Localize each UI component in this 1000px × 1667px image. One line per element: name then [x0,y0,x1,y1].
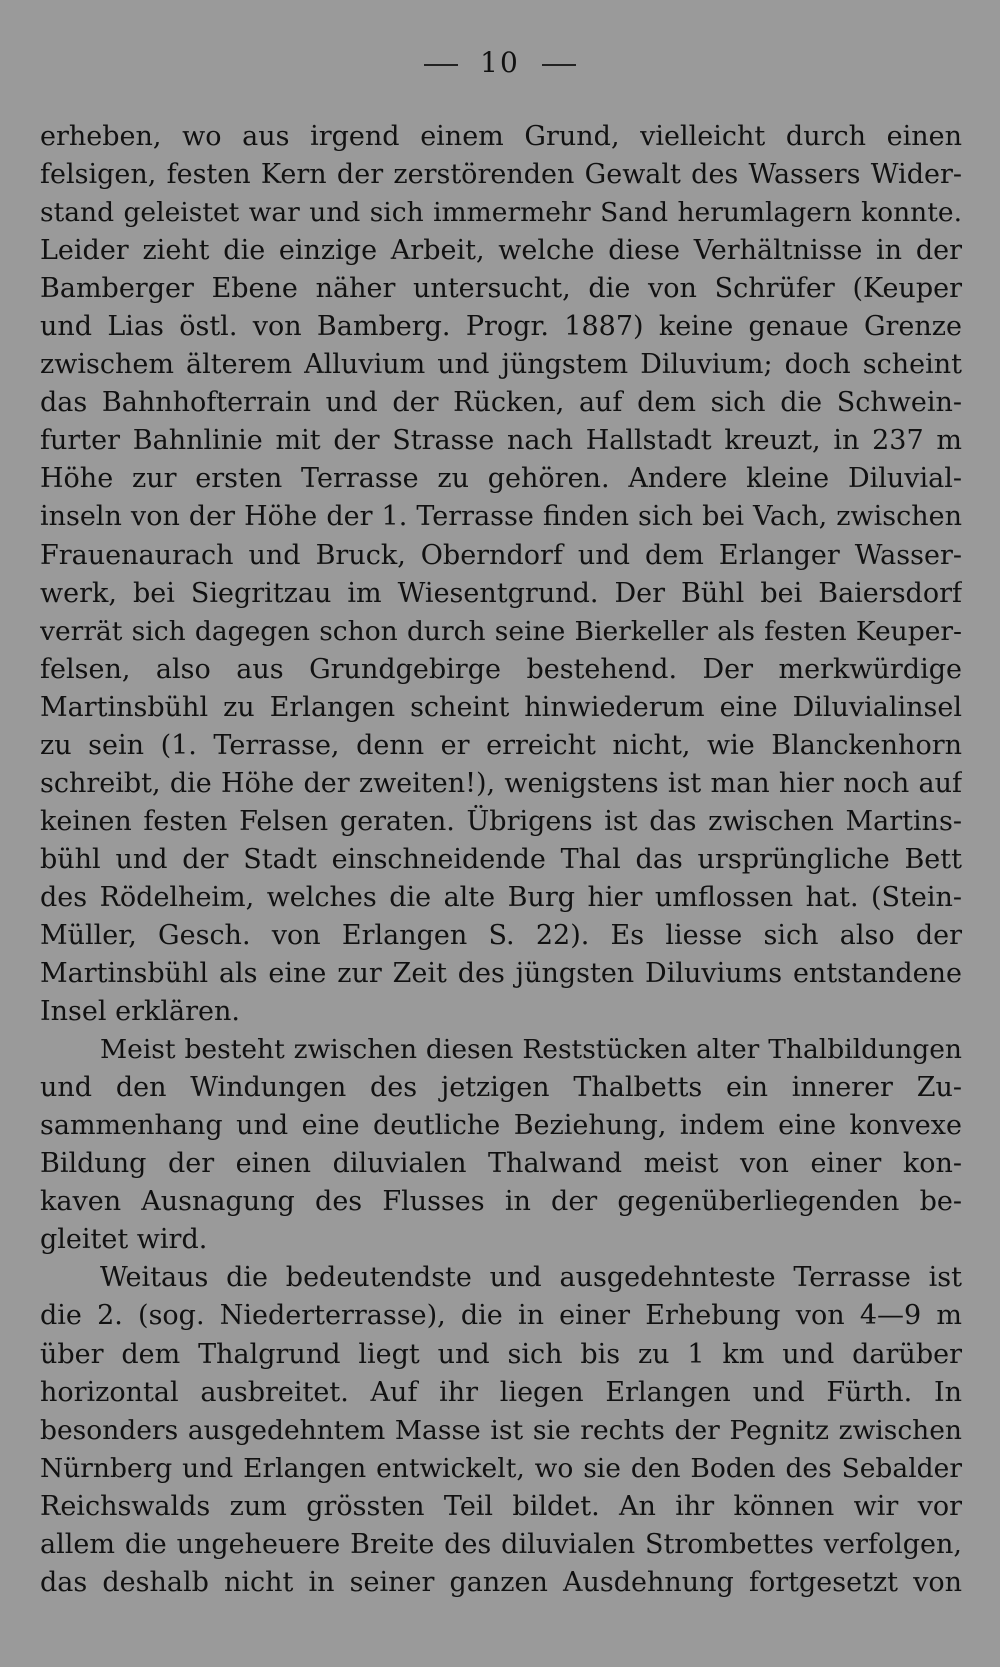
text-line: das deshalb nicht in seiner ganzen Ausdehnung fortgesetzt von [40,1566,962,1598]
page-number: 10 [480,46,520,79]
text-line: zu sein (1. Terrasse, denn er erreicht nicht, wie Blanckenhorn [40,729,962,761]
header-dash-left [424,64,458,66]
text-line: gleitet wird. [40,1224,208,1256]
text-line: keinen festen Felsen geraten. Übrigens ist das zwischen Martins- [40,805,962,837]
page-header [0,46,1000,79]
text-line: Weitaus die bedeutendste und ausgedehnteste Terrasse ist [100,1262,962,1294]
text-line: zwischem älterem Alluvium und jüngstem Diluvium; doch scheint [40,349,962,381]
text-line: Martinsbühl zu Erlangen scheint hinwiederum eine Diluvialinsel [40,691,962,723]
text-line: Reichswalds zum grössten Teil bildet. An ihr können wir vor [40,1490,962,1522]
text-line: sammenhang und eine deutliche Beziehung, indem eine konvexe [40,1110,962,1142]
body-text [40,118,962,1602]
text-line: horizontal ausbreitet. Auf ihr liegen Erlangen und Fürth. In [40,1376,962,1408]
text-line: inseln von der Höhe der 1. Terrasse finden sich bei Vach, zwischen [40,501,962,533]
text-line: werk, bei Siegritzau im Wiesentgrund. Der Bühl bei Baiersdorf [40,577,962,609]
text-line: Insel erklären. [40,996,240,1028]
paragraph [40,118,962,1031]
text-line: stand geleistet war und sich immermehr Sand herumlagern konnte. [40,197,962,229]
text-line: allem die ungeheuere Breite des diluvialen Strombettes verfolgen, [40,1528,962,1560]
text-line: Leider zieht die einzige Arbeit, welche diese Verhältnisse in der [40,235,962,267]
text-line: und den Windungen des jetzigen Thalbetts ein innerer Zu- [40,1072,962,1104]
text-line: Bildung der einen diluvialen Thalwand meist von einer kon- [40,1148,962,1180]
text-line: über dem Thalgrund liegt und sich bis zu 1 km und darüber [40,1338,962,1370]
paragraph [40,1031,962,1259]
text-line: Höhe zur ersten Terrasse zu gehören. Andere kleine Diluvial- [40,463,962,495]
text-line: das Bahnhofterrain und der Rücken, auf dem sich die Schwein- [40,387,962,419]
paragraph [40,1259,962,1601]
text-line: Meist besteht zwischen diesen Reststücken alter Thalbildungen [100,1034,962,1066]
header-dash-right [542,64,576,66]
text-line: Bamberger Ebene näher untersucht, die von Schrüfer (Keuper [40,273,962,305]
text-line: furter Bahnlinie mit der Strasse nach Hallstadt kreuzt, in 237 m [40,425,962,457]
text-line: Nürnberg und Erlangen entwickelt, wo sie den Boden des Sebalder [40,1452,962,1484]
text-line: erheben, wo aus irgend einem Grund, vielleicht durch einen [40,121,962,152]
text-line: verrät sich dagegen schon durch seine Bierkeller als festen Keuper- [40,615,962,647]
text-line: Martinsbühl als eine zur Zeit des jüngsten Diluviums entstandene [40,958,962,990]
text-line: felsen, also aus Grundgebirge bestehend. Der merkwürdige [40,653,962,685]
text-line: besonders ausgedehntem Masse ist sie rechts der Pegnitz zwischen [40,1414,962,1446]
text-line: die 2. (sog. Niederterrasse), die in einer Erhebung von 4—9 m [40,1300,962,1332]
text-line: schreibt, die Höhe der zweiten!), wenigstens ist man hier noch auf [40,767,962,799]
text-line: kaven Ausnagung des Flusses in der gegenüberliegenden be- [40,1186,962,1218]
text-line: Frauenaurach und Bruck, Oberndorf und dem Erlanger Wasser- [40,539,962,571]
text-line: felsigen, festen Kern der zerstörenden Gewalt des Wassers Wider- [40,159,962,191]
text-line: bühl und der Stadt einschneidende Thal das ursprüngliche Bett [40,843,962,875]
text-line: und Lias östl. von Bamberg. Progr. 1887) keine genaue Grenze [40,311,962,343]
text-line: Müller, Gesch. von Erlangen S. 22). Es liesse sich also der [40,919,962,951]
text-line: des Rödelheim, welches die alte Burg hier umflossen hat. (Stein- [40,881,962,913]
